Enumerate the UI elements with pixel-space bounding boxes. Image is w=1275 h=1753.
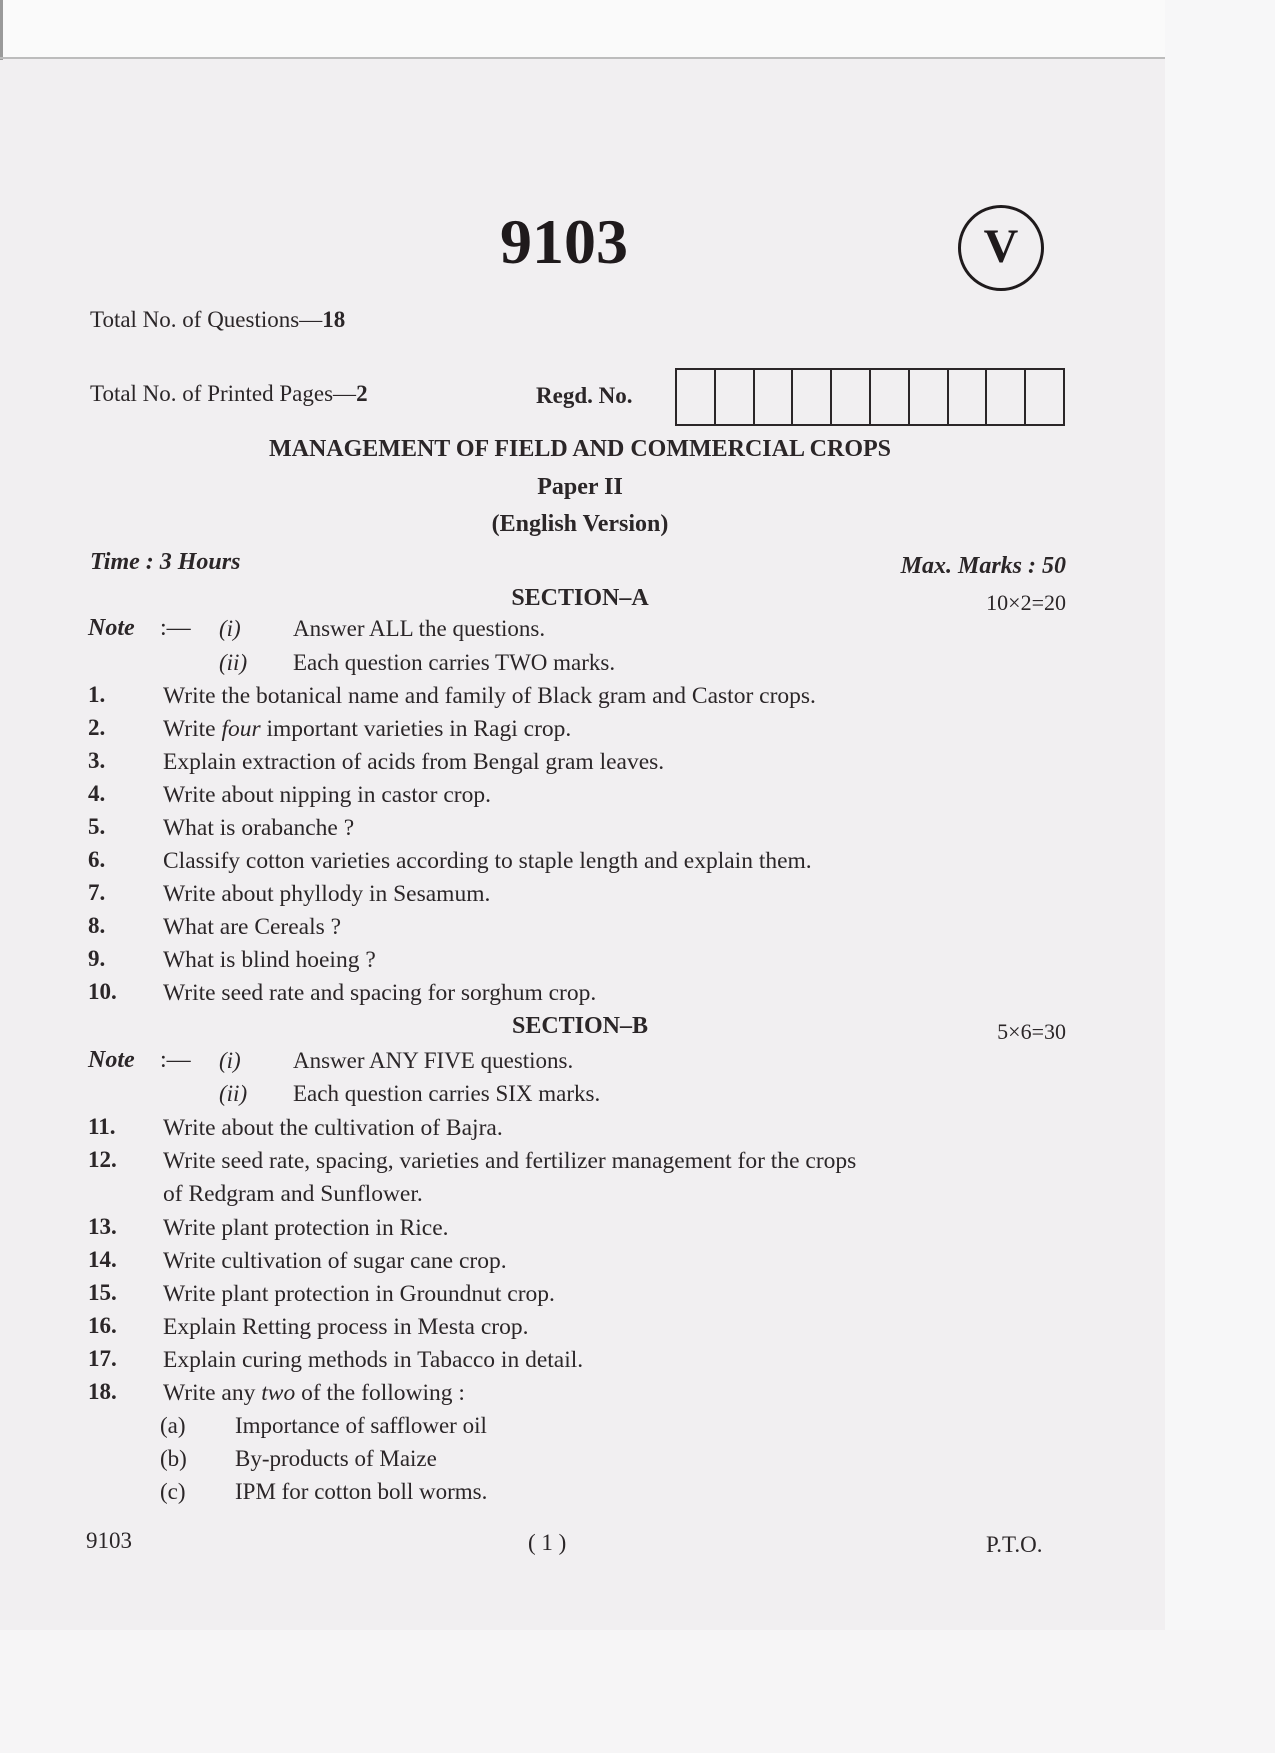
question-number: 12. (88, 1147, 117, 1172)
scan-top-margin (0, 0, 1275, 58)
question-text (163, 716, 571, 743)
regd-digit-box (949, 370, 988, 424)
question-number: 9. (88, 946, 106, 971)
exam-time: Time : 3 Hours (90, 549, 241, 575)
section-b-marks: 5×6=30 (997, 1019, 1066, 1044)
question-number: 7. (88, 880, 106, 905)
please-turn-over: P.T.O. (986, 1532, 1043, 1557)
question-text-part: Write any (163, 1380, 262, 1406)
note-roman: (ii) (219, 650, 248, 675)
regd-digit-box (677, 370, 716, 424)
section-b-note-dash: :— (160, 1047, 191, 1073)
regd-digit-box (755, 370, 794, 424)
note-text: Each question carries SIX marks. (293, 1081, 601, 1106)
question-text-emphasis: four (221, 716, 261, 742)
question-number: 13. (88, 1214, 117, 1239)
scan-bottom-margin (0, 1630, 1275, 1753)
question-number: 6. (88, 847, 106, 872)
question-text: Write seed rate, spacing, varieties and fertilizer management for the crops (163, 1148, 857, 1174)
note-text: Answer ALL the questions. (293, 616, 546, 641)
subpart-label: (c) (160, 1479, 186, 1504)
total-pages-value: 2 (356, 381, 368, 406)
section-b-title: SECTION–B (511, 1013, 649, 1039)
paper-code: 9103 (500, 206, 628, 277)
total-questions-value: 18 (322, 307, 346, 332)
section-a-note-dash: :— (160, 615, 191, 641)
question-text: Write seed rate and spacing for sorghum crop. (163, 980, 597, 1006)
note-text: Answer ANY FIVE questions. (293, 1048, 574, 1073)
scan-right-margin (1165, 0, 1275, 1753)
section-b-note-label: Note (88, 1047, 135, 1073)
regd-digit-box (716, 370, 755, 424)
note-roman: (i) (219, 616, 241, 641)
version-badge: V (958, 205, 1044, 291)
regd-digit-box (871, 370, 910, 424)
question-text (163, 1380, 465, 1407)
question-text: What is orabanche ? (163, 815, 355, 841)
question-number: 16. (88, 1313, 117, 1338)
question-number: 3. (88, 748, 106, 773)
question-text: What is blind hoeing ? (163, 947, 376, 973)
question-number: 11. (88, 1114, 116, 1139)
question-number: 8. (88, 913, 106, 938)
question-number: 18. (88, 1379, 117, 1404)
total-questions (90, 307, 345, 333)
total-pages (90, 381, 368, 407)
total-pages-label: Total No. of Printed Pages— (90, 381, 357, 406)
regd-digit-box (1026, 370, 1063, 424)
section-a-note-label: Note (88, 615, 135, 641)
question-text-part: of the following : (295, 1380, 465, 1406)
question-text: Write about nipping in castor crop. (163, 782, 491, 808)
question-text: Write cultivation of sugar cane crop. (163, 1248, 507, 1274)
question-text: Classify cotton varieties according to staple length and explain them. (163, 848, 812, 874)
regd-no-label: Regd. No. (536, 383, 633, 408)
question-number: 10. (88, 979, 117, 1004)
section-a-title: SECTION–A (511, 585, 649, 611)
question-text: Write the botanical name and family of Black gram and Castor crops. (163, 683, 816, 709)
scan-edge-line (0, 57, 1165, 59)
question-text-part: Write (163, 716, 222, 742)
question-number: 1. (88, 682, 106, 707)
subpart-text: IPM for cotton boll worms. (235, 1479, 488, 1504)
section-a-marks: 10×2=20 (986, 590, 1066, 615)
question-number: 4. (88, 781, 106, 806)
question-number: 17. (88, 1346, 117, 1371)
language-version: (English Version) (491, 511, 669, 537)
question-text: Explain Retting process in Mesta crop. (163, 1314, 529, 1340)
total-questions-label: Total No. of Questions— (90, 307, 323, 332)
subpart-text: By-products of Maize (235, 1446, 437, 1471)
regd-digit-box (793, 370, 832, 424)
subpart-label: (b) (160, 1446, 187, 1471)
question-text: Explain curing methods in Tabacco in detail. (163, 1347, 584, 1373)
regd-no-boxes (675, 368, 1065, 426)
paper-number: Paper II (537, 474, 623, 500)
regd-digit-box (832, 370, 871, 424)
question-number: 15. (88, 1280, 117, 1305)
regd-digit-box (987, 370, 1026, 424)
question-text: Write about phyllody in Sesamum. (163, 881, 491, 907)
question-text: Explain extraction of acids from Bengal gram leaves. (163, 749, 665, 775)
question-text-continued: of Redgram and Sunflower. (163, 1181, 423, 1207)
question-text: Write about the cultivation of Bajra. (163, 1115, 503, 1141)
scan-edge-line (0, 0, 3, 60)
max-marks: Max. Marks : 50 (900, 553, 1066, 579)
question-text: Write plant protection in Groundnut crop. (163, 1281, 555, 1307)
question-number: 5. (88, 814, 106, 839)
question-number: 14. (88, 1247, 117, 1272)
subject-title: MANAGEMENT OF FIELD AND COMMERCIAL CROPS (268, 436, 892, 462)
question-number: 2. (88, 715, 106, 740)
regd-digit-box (910, 370, 949, 424)
page-number: ( 1 ) (528, 1530, 567, 1555)
subpart-text: Importance of safflower oil (235, 1413, 487, 1438)
question-text-emphasis: two (261, 1380, 296, 1406)
note-text: Each question carries TWO marks. (293, 650, 616, 675)
note-roman: (i) (219, 1048, 241, 1073)
question-text: What are Cereals ? (163, 914, 342, 940)
note-roman: (ii) (219, 1081, 248, 1106)
footer-paper-code: 9103 (86, 1528, 132, 1553)
subpart-label: (a) (160, 1413, 186, 1438)
question-text: Write plant protection in Rice. (163, 1215, 449, 1241)
question-text-part: important varieties in Ragi crop. (260, 716, 572, 742)
